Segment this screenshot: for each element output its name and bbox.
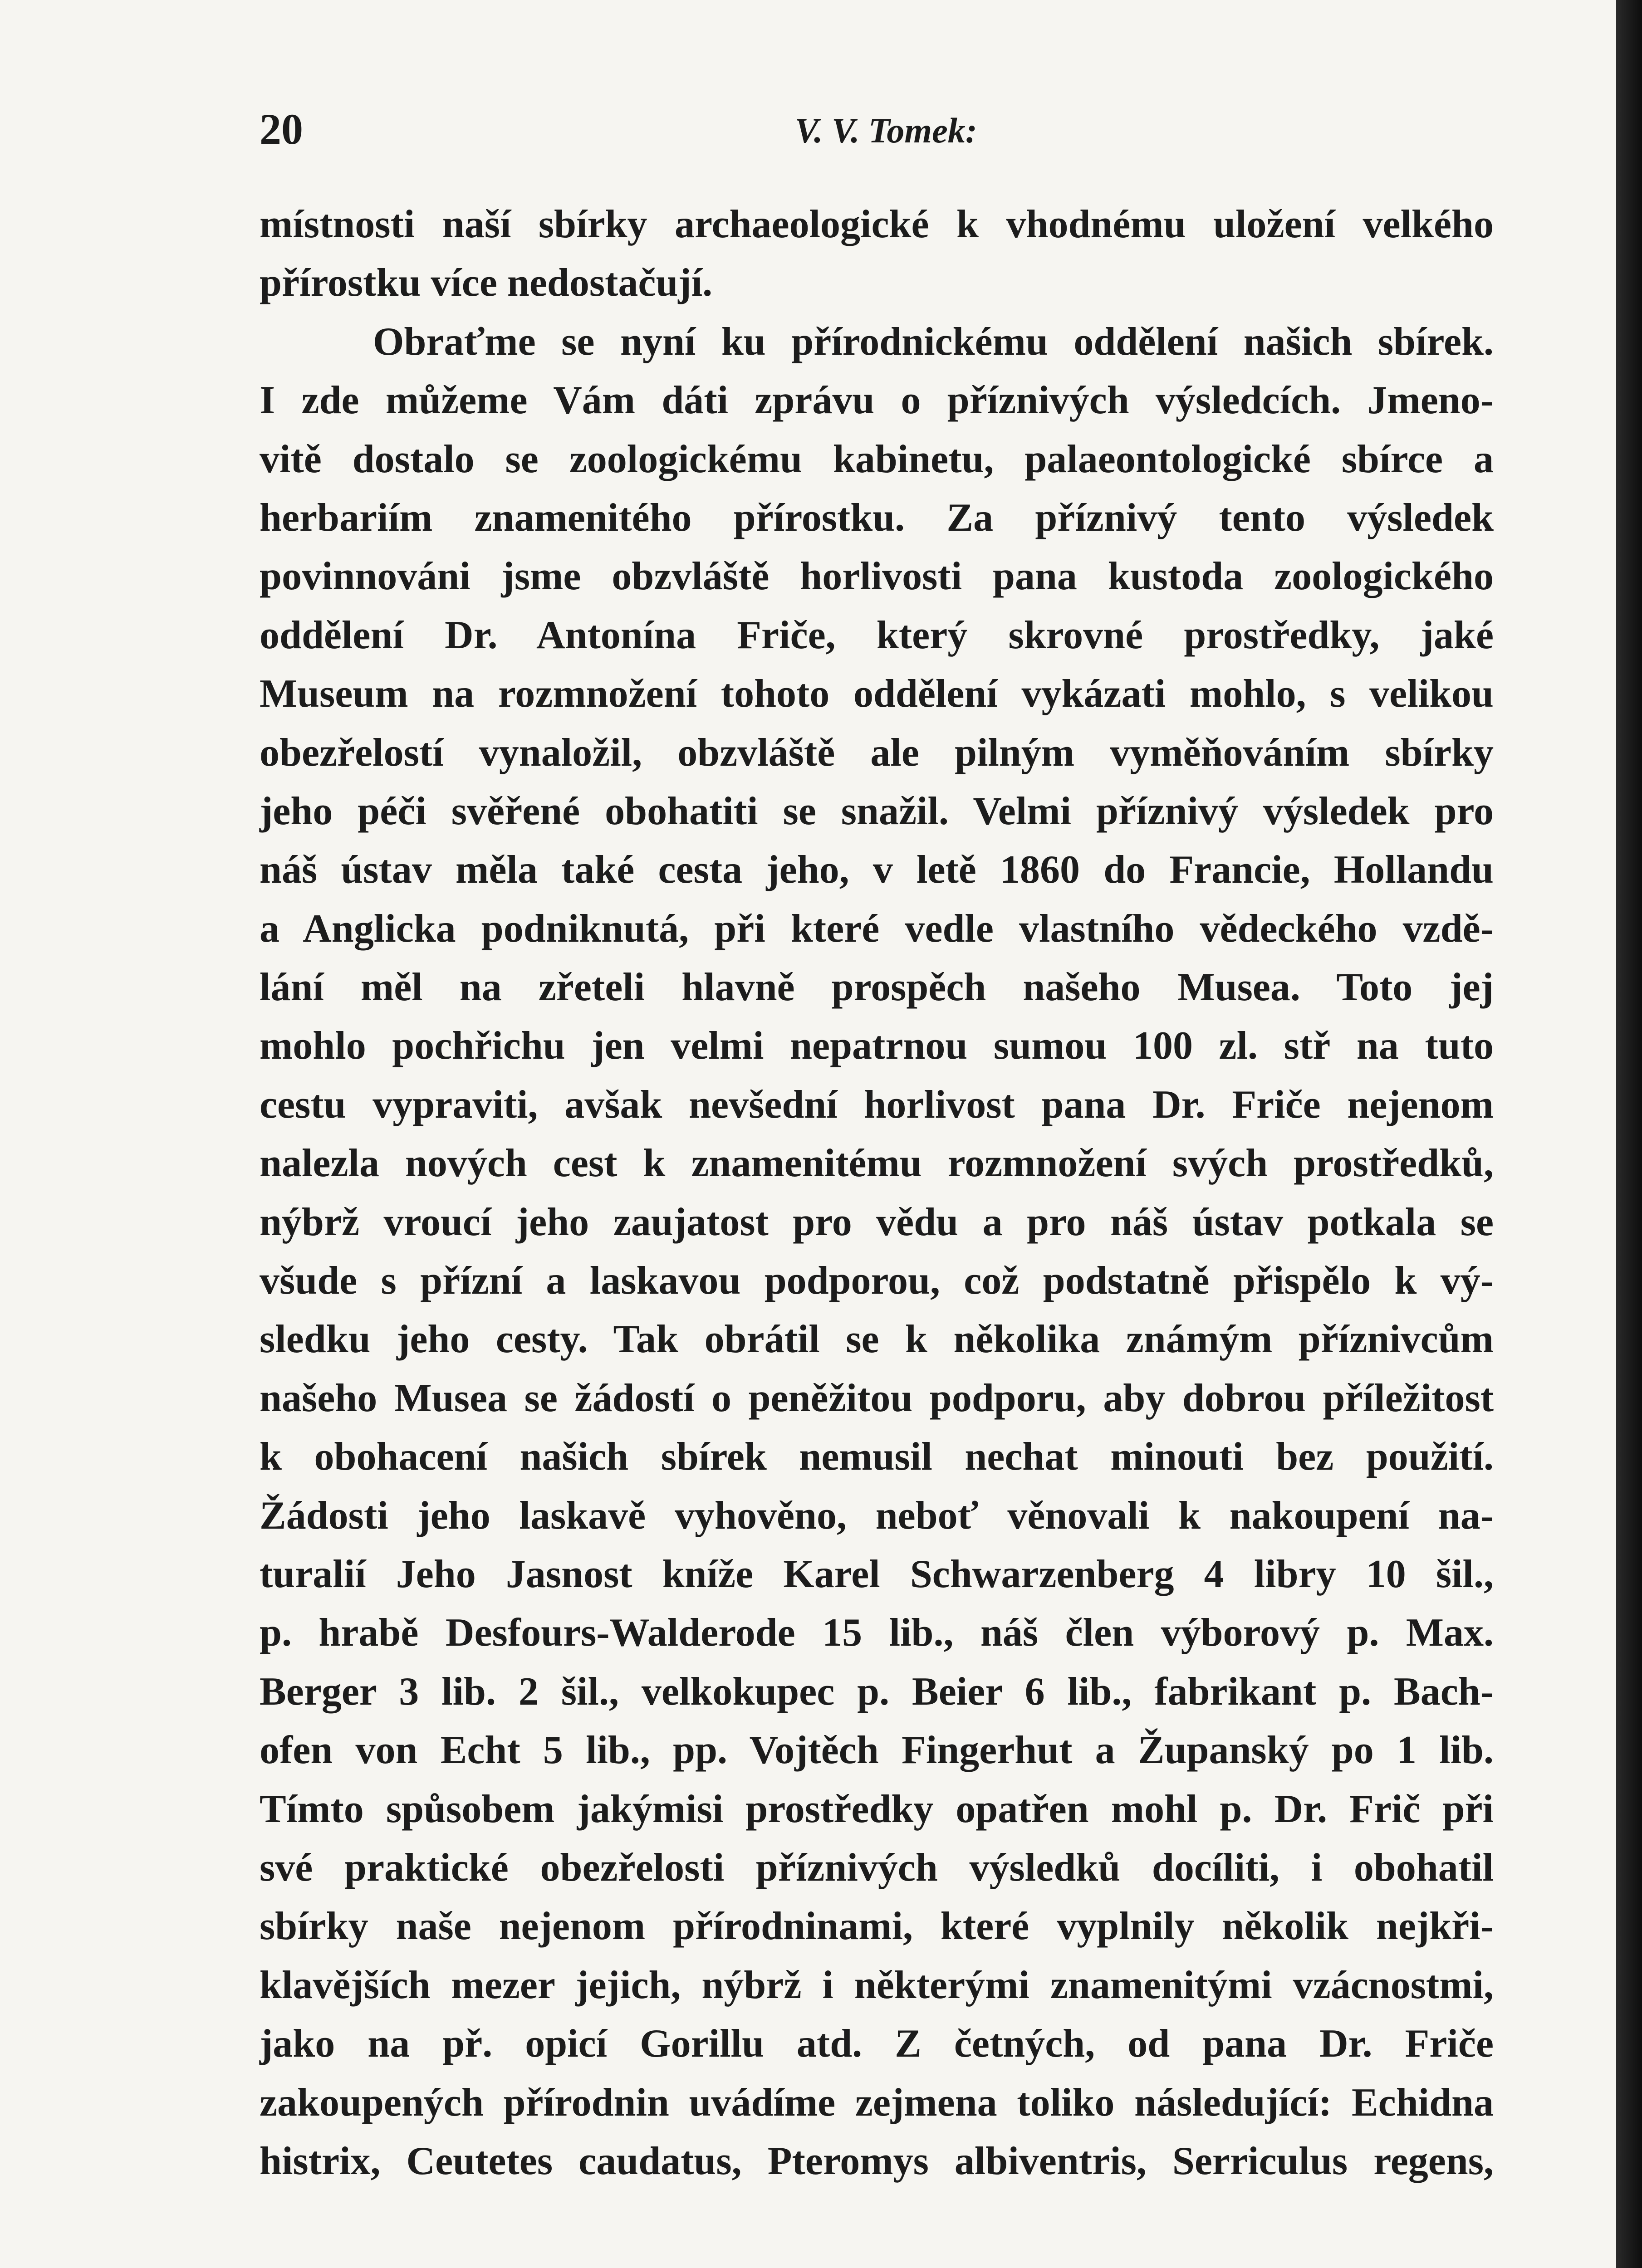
text-line: cestu vypraviti, avšak nevšední horlivost pana Dr. Friče nejenom [260, 1082, 1494, 1127]
text-line: přírostku více nedostačují. [260, 261, 713, 305]
text-line: povinnováni jsme obzvláště horlivosti pana kustoda zoologického [260, 554, 1494, 599]
text-line: jeho péči svěřené obohatiti se snažil. Velmi příznivý výsledek pro [260, 789, 1494, 833]
text-line: zakoupených přírodnin uvádíme zejmena toliko následující: Echidna [260, 2080, 1494, 2125]
text-line: náš ústav měla také cesta jeho, v letě 1860 do Francie, Hollandu [260, 848, 1494, 892]
page-number: 20 [260, 105, 303, 153]
text-line: turalií Jeho Jasnost kníže Karel Schwarzenberg 4 libry 10 šil., [260, 1552, 1494, 1596]
text-line: k obohacení našich sbírek nemusil nechat minouti bez použití. [260, 1435, 1494, 1479]
text-line: a Anglicka podniknutá, při které vedle vlastního vědeckého vzdě- [260, 906, 1494, 951]
text-line: p. hrabě Desfours-Walderode 15 lib., náš člen výborový p. Max. [260, 1611, 1494, 1655]
text-line: všude s přízní a laskavou podporou, což podstatně přispělo k vý- [260, 1259, 1494, 1303]
text-line: ofen von Echt 5 lib., pp. Vojtěch Fingerhut a Županský po 1 lib. [260, 1728, 1494, 1773]
text-line: nalezla nových cest k znamenitému rozmnožení svých prostředků, [260, 1141, 1494, 1186]
text-line: Tímto spůsobem jakýmisi prostředky opatřen mohl p. Dr. Frič při [260, 1787, 1494, 1831]
text-line: Berger 3 lib. 2 šil., velkokupec p. Beier 6 lib., fabrikant p. Bach- [260, 1669, 1494, 1714]
text-line: klavějších mezer jejich, nýbrž i některými znamenitými vzácnostmi, [260, 1963, 1494, 2007]
text-line: herbariím znamenitého přírostku. Za příznivý tento výsledek [260, 495, 1494, 540]
text-line: histrix, Ceutetes caudatus, Pteromys albiventris, Serriculus regens, [260, 2139, 1494, 2183]
text-line: sbírky naše nejenom přírodninami, které vyplnily několik nejkři- [260, 1904, 1494, 1949]
text-line: oddělení Dr. Antonína Friče, který skrovné prostředky, jaké [260, 613, 1494, 657]
text-line: sledku jeho cesty. Tak obrátil se k několika známým příznivcům [260, 1317, 1494, 1362]
text-line: místnosti naší sbírky archaeologické k vhodnému uložení velkého [260, 202, 1494, 246]
page-header [260, 102, 1494, 156]
text-line: své praktické obezřelosti příznivých výsledků docíliti, i obohatil [260, 1845, 1494, 1890]
scan-border [1616, 0, 1642, 2268]
text-line: jako na př. opicí Gorillu atd. Z četných, od pana Dr. Friče [260, 2022, 1494, 2066]
text-line: lání měl na zřeteli hlavně prospěch našeho Musea. Toto jej [260, 965, 1494, 1010]
text-line: našeho Musea se žádostí o peněžitou podporu, aby dobrou příležitost [260, 1376, 1494, 1420]
text-line: Žádosti jeho laskavě vyhověno, neboť věnovali k nakoupení na- [260, 1493, 1494, 1538]
text-line: mohlo pochřichu jen velmi nepatrnou sumou 100 zl. stř na tuto [260, 1024, 1494, 1068]
text-line: I zde můžeme Vám dáti zprávu o příznivých výsledcích. Jmeno- [260, 378, 1494, 423]
body-text [260, 195, 1494, 2190]
text-line: vitě dostalo se zoologickému kabinetu, palaeontologické sbírce a [260, 437, 1494, 481]
running-head: V. V. Tomek: [795, 111, 977, 150]
text-line: nýbrž vroucí jeho zaujatost pro vědu a pro náš ústav potkala se [260, 1200, 1494, 1244]
text-line: Museum na rozmnožení tohoto oddělení vykázati mohlo, s velikou [260, 672, 1494, 716]
text-line: obezřelostí vynaložil, obzvláště ale pilným vyměňováním sbírky [260, 730, 1494, 775]
paragraph-start-line: Obraťme se nyní ku přírodnickému oddělení našich sbírek. [373, 319, 1494, 364]
